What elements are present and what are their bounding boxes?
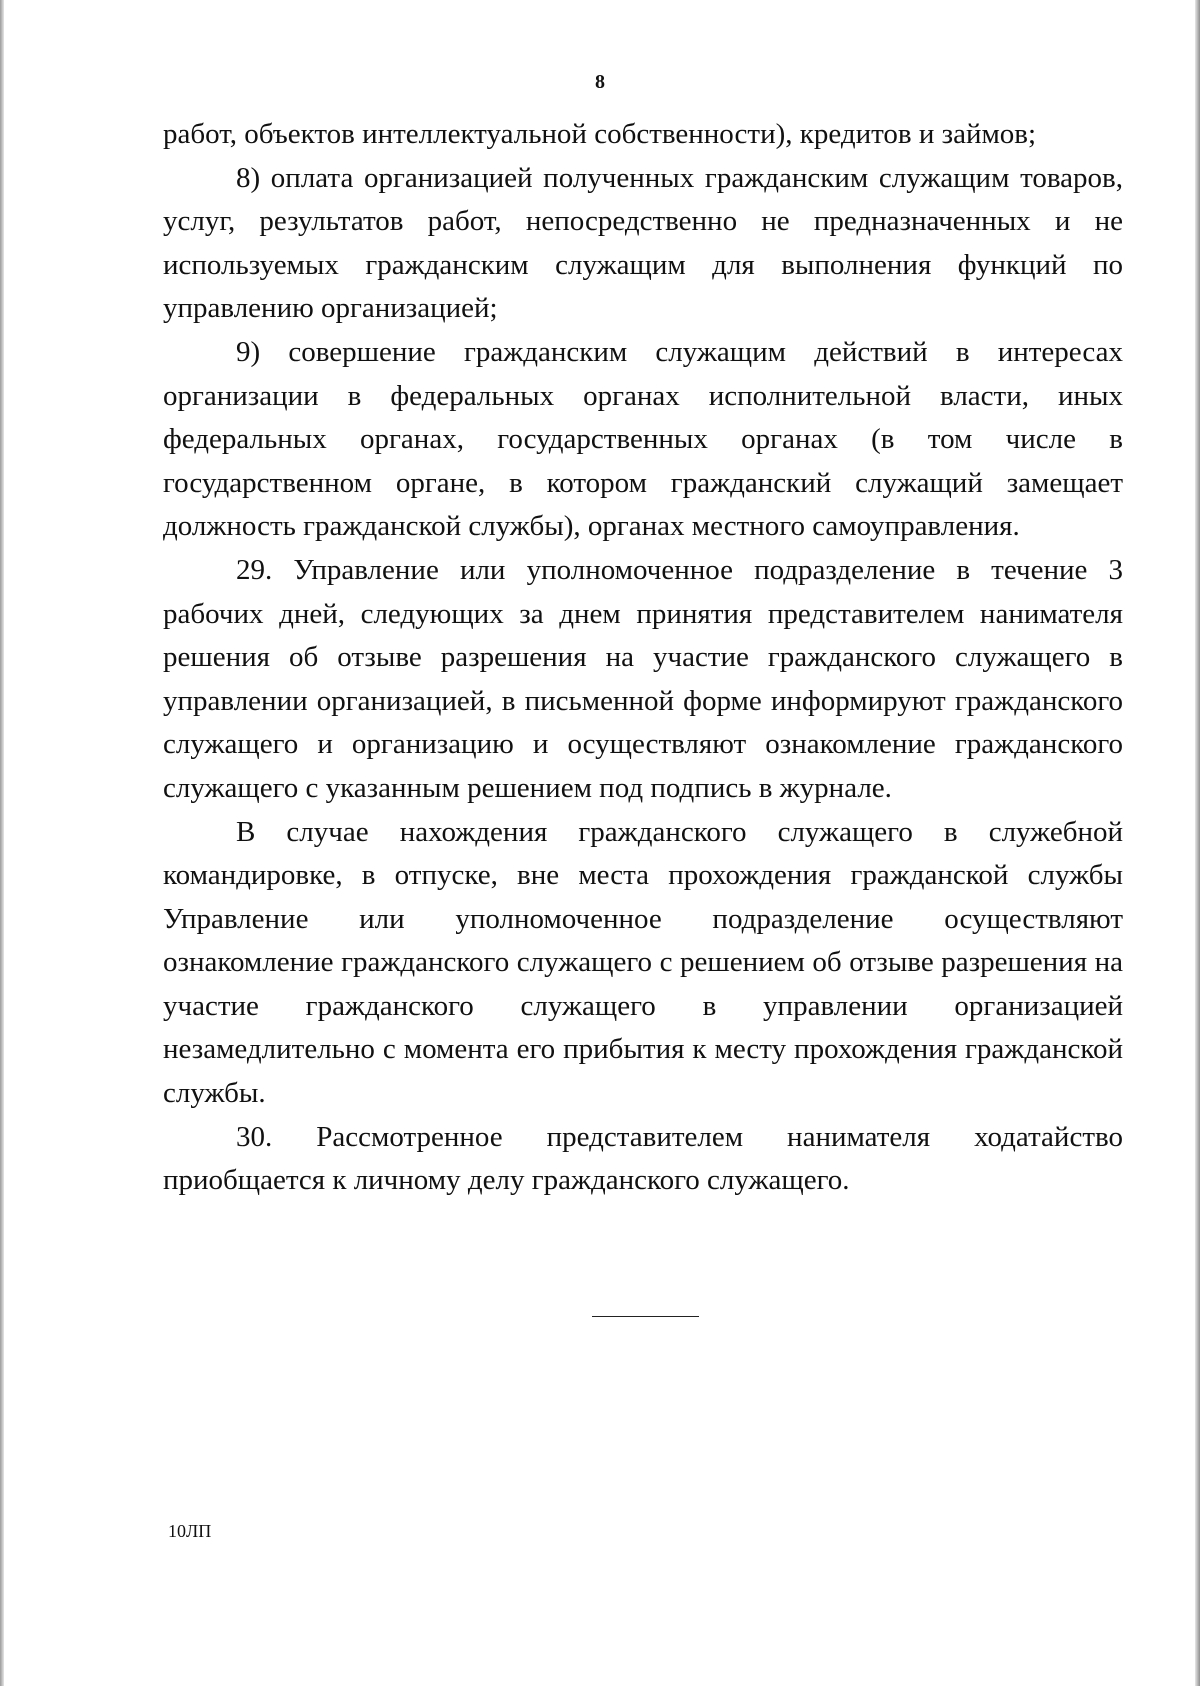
paragraph-clause-29-continued: В случае нахождения гражданского служащего в служебной командировке, в отпуске, вне места прохождения гражданской службы Управление или уполномоченное подразделение осуществляют ознакомление гражданского служащего с решением об отзыве разрешения на участие гражданского служащего в управлении организацией незамедлительно с момента его прибытия к месту прохождения гражданской службы. <box>163 815 1123 1110</box>
scan-edge-left <box>0 0 4 1686</box>
scan-edge-right <box>1195 0 1200 1686</box>
page-number: 8 <box>595 71 605 93</box>
end-divider-line <box>592 1316 699 1317</box>
footer-code: 10ЛП <box>168 1521 212 1541</box>
paragraph-continuation: работ, объектов интеллектуальной собственности), кредитов и займов; <box>163 118 1037 150</box>
paragraph-item-8: 8) оплата организацией полученных гражданским служащим товаров, услуг, результатов работ, непосредственно не предназначенных и не используемых гражданским служащим для выполнения функций по управлению организацией; <box>163 161 1123 325</box>
paragraph-clause-29: 29. Управление или уполномоченное подразделение в течение 3 рабочих дней, следующих за днем принятия представителем нанимателя решения об отзыве разрешения на участие гражданского служащего в управлении организацией, в письменной форме информируют гражданского служащего и организацию и осуществляют ознакомление гражданского служащего с указанным решением под подпись в журнале. <box>163 553 1123 804</box>
paragraph-item-9: 9) совершение гражданским служащим действий в интересах организации в федеральных органах исполнительной власти, иных федеральных органах, государственных органах (в том числе в государственном органе, в котором гражданский служащий замещает должность гражданской службы), органах местного самоуправления. <box>163 335 1123 543</box>
document-body <box>163 113 1123 1203</box>
paragraph-clause-30: 30. Рассмотренное представителем нанимателя ходатайство приобщается к личному делу гражданского служащего. <box>163 1120 1123 1197</box>
